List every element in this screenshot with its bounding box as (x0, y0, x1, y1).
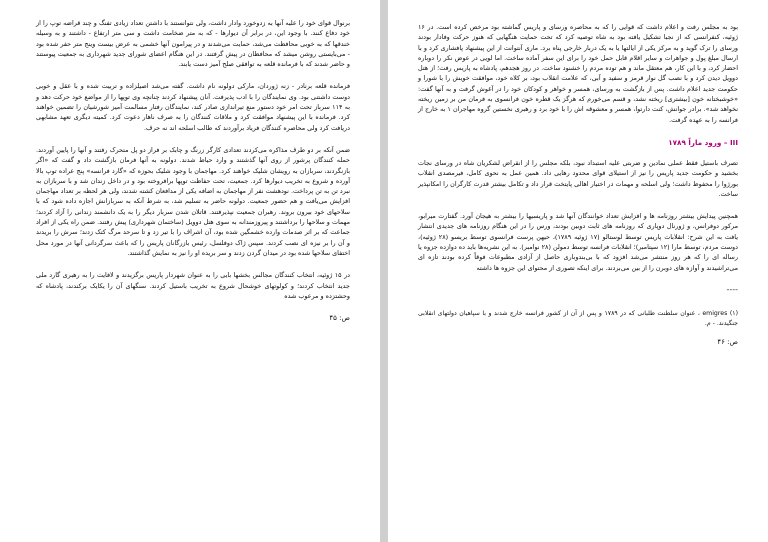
book-gutter (380, 0, 388, 542)
section-heading: III – ورود ماراً ۱۷۸۹ (668, 137, 738, 147)
footnote-latin-term: emigres (702, 309, 728, 317)
right-page (388, 0, 768, 542)
footnote-text: ، عنوان سلطنت طلبانی که در ۱۷۸۹ و پس از آن از کشور فرانسه خارج شدند و با سپاهیان دولتهای انقلابی جنگیدند. - م. (418, 309, 738, 327)
footnote (418, 309, 738, 329)
right-paragraph-2: تصرف باستیل فقط عملی نمادین و ضربتی علیه استبداد نبود، بلکه مجلس را از انقراض لشکریان شاه در ورسای نجات بخشید و حکومت جدید پاریس را نیز از استیلای قوای محدود رهایی داد. همین عمل به نحوی کامل، فیرمصدی انقلاب بورژوا را محفوظ داشت؛ ولی اسلحه و مهمات در اختیار اهالی پایتخت قرار داد و تکامل بیشتر قدرت کارگران را امکانپذیر ساخت. (418, 158, 738, 198)
left-page-body (36, 18, 350, 323)
right-paragraph-1: بود به مجلس رفت و اعلام داشت که قوایی را که به محاصره ورسای و پاریس گماشته بود مرخص کرده است. در ۱۶ ژوئیه، کنفرانسی که از نجبا تشکیل یافته بود به شاه توصیه کرد که تحت حمایت هنگهایی که هنوز حرکت وفادار بودند ورسای را ترک گوید و به مرکز یکی از ایالتها یا به یک دربار خارجی پناه برد. ماری آنتوانت از این پیشنهاد پافشاری کرد و با ارسال مبلغ پول و جواهرات و سایر اقلام قابل حمل خود را برای این سفر آماده ساخت. اما لویی در عوض نکر را دوباره احضار کرد، و با این کار، هم معتقل ماند و هم توده مردم را خشنود ساخت. در روز هجدهم، پادشاه به پاریس رفت؛ از هتل دوویل دیدن کرد و با نصب گل نوار قرمز و سفید و آبی، که علامت انقلاب بود، بر کلاه خود، موافقت خویش را با شورا و حکومت جدید اعلام داشت. پس از بازگشت به ورسای، همسر و خواهر و کودکان خود را در آغوش گرفت و به آنها گفت: «خوشبختانه خون [بیشتری] ریخته نشد، و قسم می‌خورم که هرگز یک قطره خون فرانسوی به فرمان من بر زمین ریخته نخواهد شد». برادر جوانش، کنت دارتوا، همسر و معشوقه اش را با خود برد و رهبری نخستین گروه مهاجران ۱ به خارج از فرانسه را به عهده گرفت. (418, 23, 738, 124)
left-paragraph-2: فرمانده قلعه برنادر - زنه ژوردان، مارکی دولونه نام داشت. گفته می‌شد اصیلزاده و تربیت شده و با عقل و خوبی دوست داشتنی بود. وی نمایندگان را با ادب پذیرفت. آنان پیشنهاد کردند چنانچه وی توپها را از مواضع خود حرکت دهد و به ۱۱۴ سرباز تحت امر خود دستور منع تیراندازی صادر کند، نمایندگان رفتار مسالمت آمیز شورشیان را تضمین خواهند کرد. فرمانده با این پیشنهاد موافقت کرد و ملاقات کنندگان را به صرف ناهار دعوت کرد. کمیته دیگری تعهد مشابهی دریافت کرد ولی محاصره کنندگان فریاد برآوردند که طالب اسلحه اند نه حرف. (36, 82, 350, 132)
right-page-number: ص: ۴۶ (717, 337, 738, 346)
left-page-number: ص: ۴۵ (329, 314, 350, 323)
footnote-marker: (۱) (729, 309, 739, 317)
footnote-separator: ---- (726, 284, 738, 294)
right-paragraph-3: همچنین پیدایش بیشتر روزنامه ها و افزایش تعداد خوانندگان آنها شد و پاریسیها را بیشتر به هیجان آورد. گفتارت میرابو، مرکور دوفرانس، و ژورنال دوپاری که روزنامه های ثابت دوبین بودند، ورس را در این هنگام روزنامه های جدیدی انتشار یافت به این شرح: انقلابات پاریس توسط لوستالو (۱۷ ژوئیه ۱۷۸۹)، حیهن پرست فرانسوی توسط بریسو (۲۸ ژوئیه)، دوست مردم، توسط مارا (۱۲ سپتامبر)؛ انقلابات فرانسه توسط دمولن (۲۸ نوامبر). به این نشریه‌ها باید ده دوازده جزوه یا رساله ای را که هر روز منتشر می‌شد افزود که با بی‌بندوباری حاصل از آزادی مطبوعات فوقاً کرده بودند تازه ای می‌تراشیدند و آوازه های دوبرن را از بین می‌بردند. برای اینکه تصوری از محتوای این جزوه ها داشته (418, 212, 738, 272)
left-page (0, 0, 380, 542)
right-page-body (418, 22, 738, 347)
left-paragraph-3: ضمن آنکه بر دو طرف مذاکره می‌کردند تعدادی کارگر زرنگ و چابک بر فراز دو پل متحرک رفتند و آنها را پایین آوردند. حمله کنندگان پرشور از روی آنها گذشتند و وارد حیاط شدند. دولونه به آنها فرمان بازگشت داد و گفت که «اگر بازنگردند، سربازان به رویشان شلیک خواهند کرد. مهاجمان با وجود شلیک بحوزه که «گارد فرانسه» پنج عراده توپ بالا آورده و شروع به تخریب دیوارها کرد. جمعیت، تحت حفاظت توپها برافروخته بود و در داخل زندان شد و با سربازان به نبرد تن به تن پرداخت. نودهشت نفر از مهاجمان به اضافه یکی از مدافعان کشته شدند، ولی هر لحظه بر تعداد مهاجمان افزایش می‌یافت و هم حضور جمعیت. دولونه حاضر به تسلیم شد، به شرط آنکه به سربازانش اجازه داده شود که با سلاحهای خود بیرون بروند. رهبران جمعیت نپذیرفتند. قاتلان شدن سربار دیگر را به یک دانشمند زندانی را آزاد کردند؛ مهمات و سلاحها را برداشتند و پیروزمندانه به سوی هتل دوویل (ساختمان شهرداری) پیش رفتند. ضمن راه یکی از افراد جماعت که بر اثر صدمات وارده خشمگین شده بود، آن اشراف را با تیر زد و تا سرحد مرگ کتک زدند؛ سرش را بریدند و آن را بر نیزه ای نصب کردند. سپس ژاک دوفلسل، رئیس بازرگانان پاریس را که باعث سرگردانی آنها در مورد محل اختفای سلاحها شده بود در میدان گردن زدند و سر بریده او را نیز به نمایش گذاشتند. (36, 145, 350, 257)
left-paragraph-4: در ۱۵ ژوئیه، انتخاب کنندگان مجالس بخشها بایی را به عنوان شهردار پاریس برگزیدند و لافایت را به رهبری گارد ملی جدید انتخاب کردند؛ و کولوتهای خوشحال شروع به تخریب باستیل کردند. سنگهای آن را یکایک برکندند، پادشاه که وحشتزده و مرعوب شده (36, 271, 350, 300)
left-paragraph-1: برنوال قوای خود را علیه آنها به زدوخورد وادار داشت، ولی نتوانستند با داشتن تعداد زیادی تفنگ و چند قراضه توپ را از خود دفاع کنند. با وجود این، در برابر آن دیوارها - که به متر ضخامت داشت و سی متر ارتفاع - داشتند و به وسیله خندقها که به خوبی محافظت می‌شد، حمایت می‌شدند و در پیرامون آنها خشمی به عرض بیست وینج متر حفر شده بود - می‌بایستی روشن میشد که محافظان در پیش گرفتند. در این هنگام اعضای شورای جدید شهرداری به جمعیت پیوستند و حاضر شدند که با فرمانده قلعه به توافقی صلح آمیز دست یابند. (36, 19, 350, 69)
